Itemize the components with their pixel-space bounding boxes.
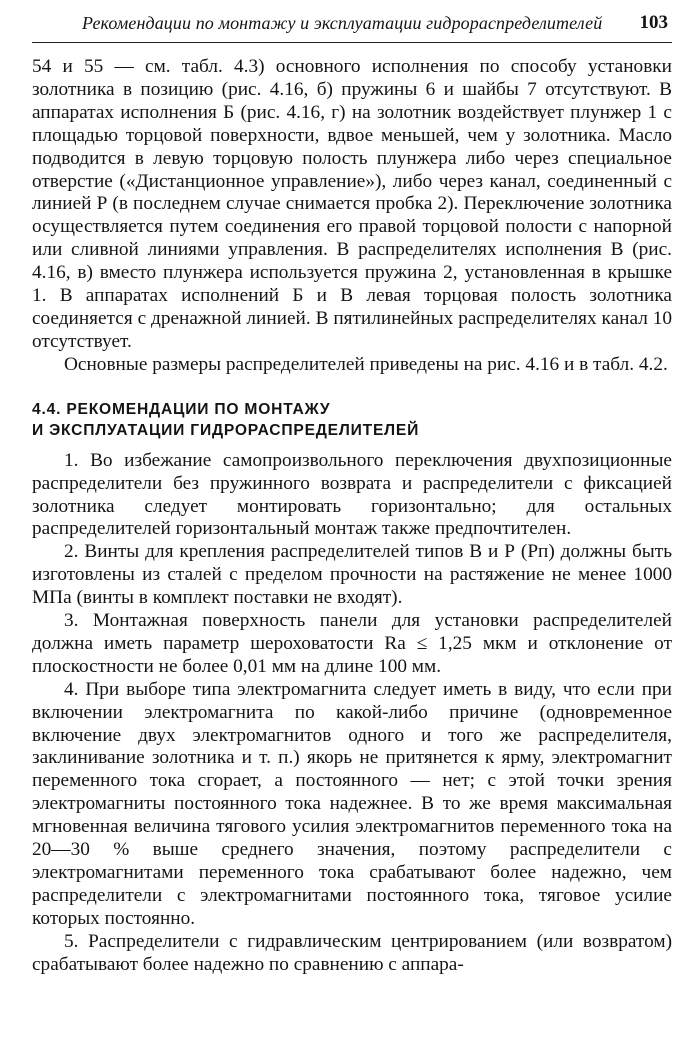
running-header [32,8,672,43]
section-heading-line-1: 4.4. РЕКОМЕНДАЦИИ ПО МОНТАЖУ [32,400,331,418]
page-number: 103 [639,12,668,33]
recommendation-item-1: 1. Во избежание самопроизвольного переключения двухпозиционные распределители без пружинного возврата и распределители с фиксацией золотника следует монтировать горизонтально; для остальных распределителей горизонтальный монтаж также предпочтителен. [32,449,672,540]
page-body [32,56,672,977]
section-heading [32,399,672,441]
recommendation-item-3: 3. Монтажная поверхность панели для установки распределителей должна иметь параметр шероховатости Ra ≤ 1,25 мкм и отклонение от плоскостности не более 0,01 мм на длине 100 мм. [32,610,672,677]
paragraph-continued: 54 и 55 — см. табл. 4.3) основного исполнения по способу установки золотника в позицию (рис. 4.16, б) пружины 6 и шайбы 7 отсутствуют. В аппаратах исполнения Б (рис. 4.16, г) на золотник воздействует плунжер 1 с площадью торцовой поверхности, вдвое меньшей, чем у золотника. Масло подводится в левую торцовую полость плунжера либо через специальное отверстие («Дистанционное управление»), либо через канал, соединенный с линией Р (в последнем случае снимается пробка 2). Переключение золотника осуществляется путем соединения его правой торцовой полости с напорной или сливной линиями управления. В распределителях исполнения В (рис. 4.16, в) вместо плунжера используется пружина 2, установленная в крышке 1. В аппаратах исполнений Б и В левая торцовая полость золотника соединяется с дренажной линией. В пятилинейных распределителях канал 10 отсутствует. [32,56,672,352]
running-title: Рекомендации по монтажу и эксплуатации гидрораспределителей [82,13,603,33]
paragraph-dimensions: Основные размеры распределителей приведены на рис. 4.16 и в табл. 4.2. [64,353,668,375]
section-heading-line-2: И ЭКСПЛУАТАЦИИ ГИДРОРАСПРЕДЕЛИТЕЛЕЙ [32,421,420,439]
recommendation-item-2: 2. Винты для крепления распределителей типов В и Р (Рп) должны быть изготовлены из сталей с пределом прочности на растяжение не менее 1000 МПа (винты в комплект поставки не входят). [32,541,672,609]
recommendation-item-5: 5. Распределители с гидравлическим центрированием (или возвратом) срабатывают более надежно по сравнению с аппара- [32,930,672,975]
recommendation-item-4: 4. При выборе типа электромагнита следует иметь в виду, что если при включении электромагнита по какой-либо причине (одновременное включение двух электромагнитов одного и того же распределителя, заклинивание золотника и т. п.) якорь не притянется к ярму, электромагнит переменного тока сгорает, а постоянного — нет; с этой точки зрения электромагниты постоянного тока надежнее. В то же время максимальная мгновенная величина тягового усилия электромагнитов переменного тока на 20—30 % выше среднего значения, поэтому распределители с электромагнитами переменного тока срабатывают более надежно, чем распределители с электромагнитами постоянного тока, тяговое усилие которых постоянно. [32,678,672,929]
